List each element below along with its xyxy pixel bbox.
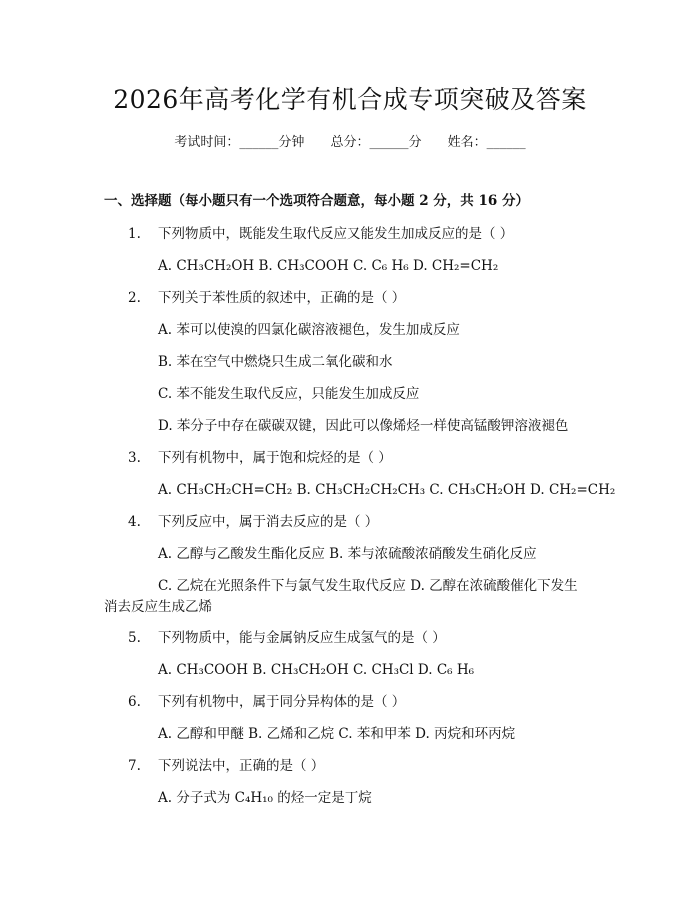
question-stem: 下列关于苯性质的叙述中，正确的是（ ）: [158, 290, 406, 306]
question-stem: 下列有机物中，属于饱和烷烃的是（ ）: [158, 450, 392, 466]
question-2-option-a: A. 苯可以使溴的四氯化碳溶液褪色，发生加成反应: [158, 322, 460, 338]
question-2-option-d: D. 苯分子中存在碳碳双键，因此可以像烯烃一样使高锰酸钾溶液褪色: [158, 418, 569, 434]
question-6-options: A. 乙醇和甲醚 B. 乙烯和乙烷 C. 苯和甲苯 D. 丙烷和环丙烷: [158, 726, 516, 742]
question-1-options: A. CH₃CH₂OH B. CH₃COOH C. C₆ H₆ D. CH₂=CH₂: [158, 258, 499, 274]
total-score-field: 总分：______分: [330, 135, 422, 150]
question-stem: 下列物质中，既能发生取代反应又能发生加成反应的是（ ）: [158, 226, 514, 242]
question-number: 7.: [128, 758, 141, 774]
question-1: [128, 224, 513, 244]
exam-title: 2026年高考化学有机合成专项突破及答案: [113, 85, 587, 114]
question-number: 4.: [128, 514, 141, 530]
section-heading: 一、选择题（每小题只有一个选项符合题意，每小题 2 分，共 16 分）: [104, 193, 529, 209]
exam-time-field: 考试时间：______分钟: [174, 135, 305, 150]
question-3-options: A. CH₃CH₂CH=CH₂ B. CH₃CH₂CH₂CH₃ C. CH₃CH₂OH D. CH₂=CH₂: [158, 482, 616, 498]
exam-info-row: [0, 131, 700, 150]
question-6: [128, 692, 405, 712]
question-number: 3.: [128, 450, 141, 466]
question-number: 6.: [128, 694, 141, 710]
question-2: [128, 288, 405, 308]
question-2-option-c: C. 苯不能发生取代反应，只能发生加成反应: [158, 386, 420, 402]
question-stem: 下列物质中，能与金属钠反应生成氢气的是（ ）: [158, 630, 446, 646]
student-name-field: 姓名：______: [447, 135, 526, 150]
question-7-option-a: A. 分子式为 C₄H₁₀ 的烃一定是丁烷: [158, 790, 372, 806]
question-4-options-line-2: C. 乙烷在光照条件下与氯气发生取代反应 D. 乙醇在浓硫酸催化下发生: [158, 578, 578, 594]
question-number: 1.: [128, 226, 141, 242]
question-4-options-line-2-wrap: 消去反应生成乙烯: [104, 599, 212, 615]
question-stem: 下列反应中，属于消去反应的是（ ）: [158, 514, 379, 530]
question-4: [128, 512, 378, 532]
question-number: 5.: [128, 630, 141, 646]
question-5: [128, 628, 446, 648]
question-3: [128, 448, 392, 468]
question-stem: 下列说法中，正确的是（ ）: [158, 758, 325, 774]
question-4-options-line-1: A. 乙醇与乙酸发生酯化反应 B. 苯与浓硫酸浓硝酸发生硝化反应: [158, 546, 537, 562]
question-5-options: A. CH₃COOH B. CH₃CH₂OH C. CH₃Cl D. C₆ H₆: [158, 662, 475, 678]
question-number: 2.: [128, 290, 141, 306]
question-stem: 下列有机物中，属于同分异构体的是（ ）: [158, 694, 406, 710]
question-7: [128, 756, 324, 776]
question-2-option-b: B. 苯在空气中燃烧只生成二氧化碳和水: [158, 354, 393, 370]
